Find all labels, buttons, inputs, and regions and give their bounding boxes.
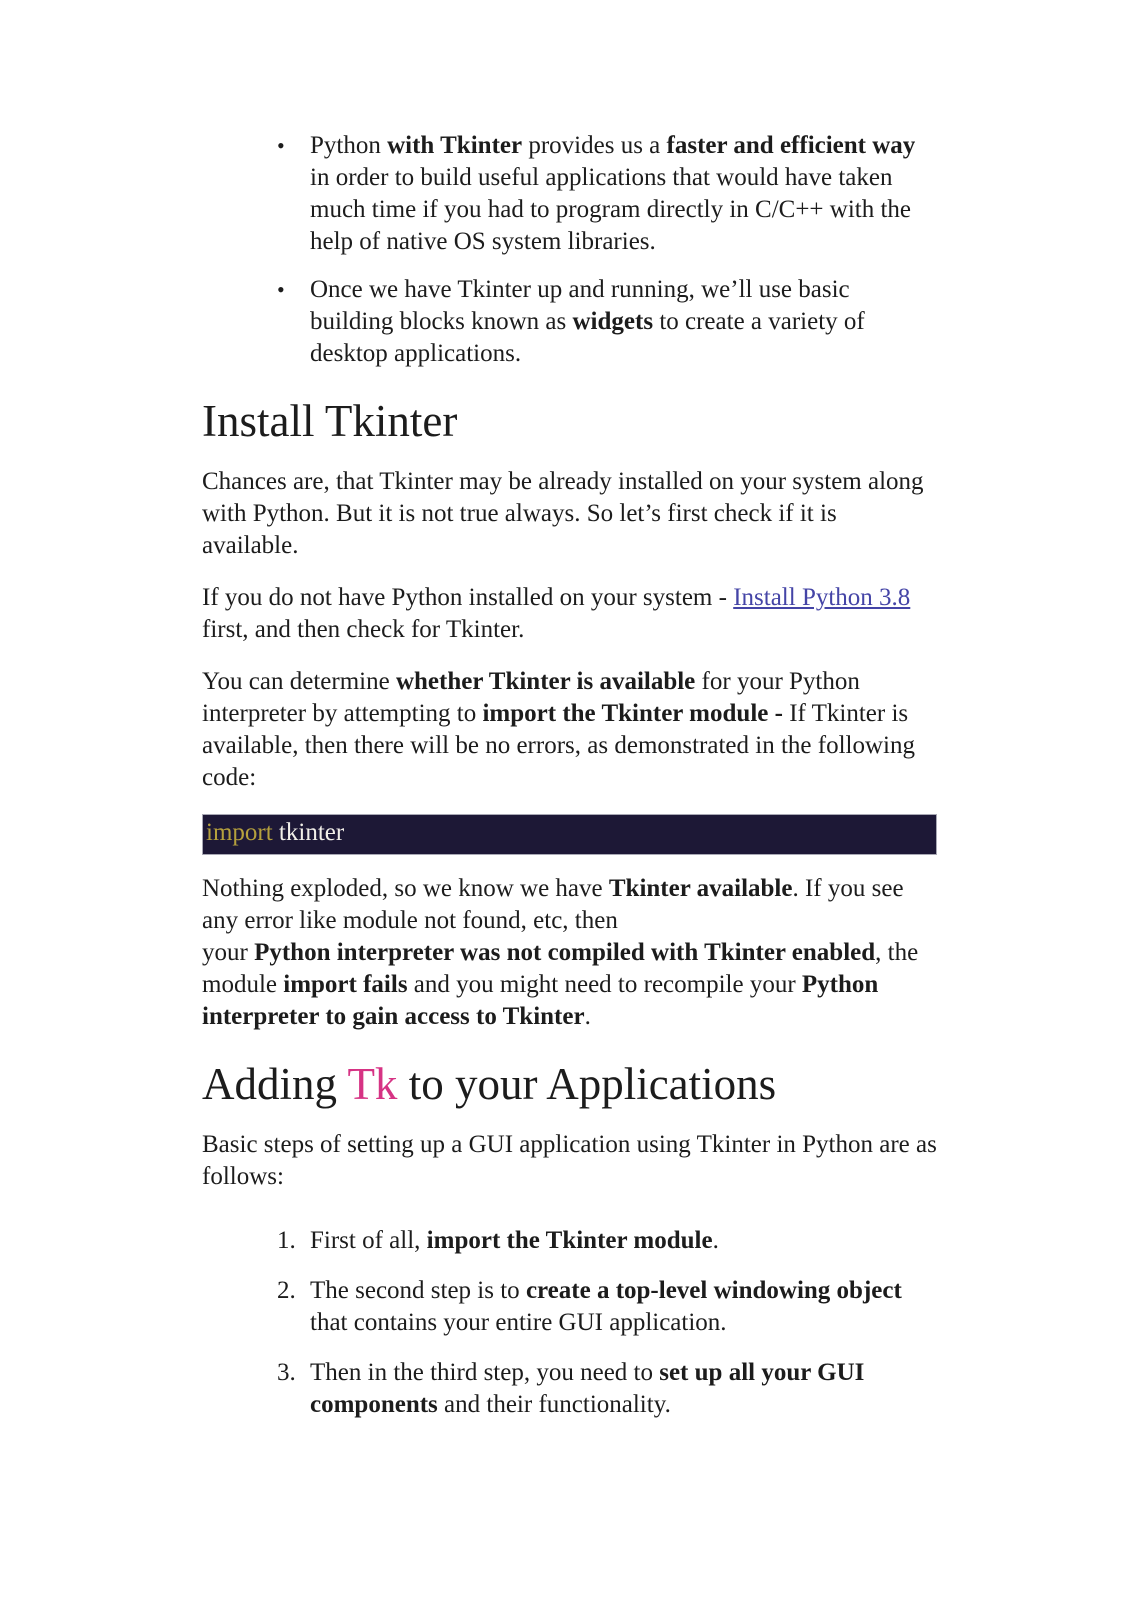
code-keyword-import: import	[206, 818, 273, 846]
list-item-text	[310, 130, 937, 258]
text-segment: first, and then check for Tkinter.	[202, 615, 525, 643]
text-segment: in order to build useful applications that would have taken much time if you had to program directly in C/C++ with the help of native OS system libraries.	[310, 164, 912, 255]
text-segment: .	[584, 1002, 591, 1030]
list-item-text	[310, 1275, 937, 1339]
code-line	[206, 818, 928, 848]
text-segment: import the Tkinter module -	[482, 699, 783, 727]
text-segment: to your Applications	[397, 1058, 777, 1109]
para-install-python	[202, 582, 937, 646]
text-segment: Python	[310, 132, 388, 159]
text-segment: widgets	[572, 308, 654, 335]
text-segment: and you might need to recompile your	[407, 970, 802, 998]
text-segment: for your Python interpreter by attempting to	[202, 667, 860, 727]
list-marker: •	[277, 277, 285, 302]
install-python-3-8-link[interactable]: Install Python 3.8	[733, 583, 911, 611]
list-item	[202, 130, 937, 258]
intro-bullet-list	[202, 130, 937, 370]
text-segment: that contains your entire GUI application.	[310, 1308, 727, 1336]
para-determine-availability	[202, 666, 937, 794]
heading-install-tkinter: Install Tkinter	[202, 396, 458, 446]
text-segment: Adding	[202, 1058, 348, 1109]
text-segment: Once we have Tkinter up and running, we’ll use basic building blocks known as	[310, 276, 850, 335]
heading-accent-tk: Tk	[347, 1058, 398, 1109]
text-segment: Nothing exploded, so we know we have	[202, 874, 609, 902]
text-segment: Python interpreter was not compiled with Tkinter enabled	[254, 938, 876, 966]
para-basic-steps: Basic steps of setting up a GUI application using Tkinter in Python are as follows:	[202, 1130, 937, 1190]
para-nothing-exploded	[202, 873, 937, 1033]
text-segment: create a top-level windowing object	[525, 1276, 902, 1304]
list-item	[202, 1275, 937, 1339]
list-marker: 2.	[277, 1276, 296, 1304]
list-marker: 1.	[277, 1226, 296, 1254]
text-segment: your	[202, 938, 255, 966]
text-segment: Then in the third step, you need to	[310, 1358, 660, 1386]
text-segment: Tkinter available	[608, 874, 793, 902]
text-segment: import fails	[283, 970, 408, 998]
text-segment: and their functionality.	[437, 1390, 671, 1418]
list-item-text	[310, 274, 937, 370]
text-segment: You can determine	[202, 667, 396, 695]
text-segment: , the module	[202, 938, 919, 998]
para-chances: Chances are, that Tkinter may be already installed on your system along with Python. But it is not true always. So let’s first check if it is available.	[202, 467, 924, 559]
text-segment: First of all,	[310, 1226, 427, 1254]
text-segment: The second step is to	[310, 1276, 526, 1304]
list-item	[202, 1225, 937, 1257]
list-item	[202, 274, 937, 370]
list-marker: •	[277, 133, 285, 158]
list-marker: 3.	[277, 1358, 296, 1386]
text-segment: whether Tkinter is available	[395, 667, 696, 695]
heading-adding-tk	[202, 1059, 937, 1111]
code-block	[202, 814, 937, 855]
text-segment: faster and efficient way	[666, 132, 916, 159]
text-segment: .	[712, 1226, 719, 1254]
text-segment: . If you see any error like module not found, etc, then	[202, 874, 904, 934]
list-item-text	[310, 1357, 937, 1421]
text-segment: with Tkinter	[387, 132, 523, 159]
list-item	[202, 1357, 937, 1421]
code-module-tkinter: tkinter	[272, 818, 345, 846]
text-segment: Python interpreter to gain access to Tkinter	[202, 970, 879, 1030]
text-segment: provides us a	[522, 132, 667, 159]
text-segment: If you do not have Python installed on your system -	[202, 583, 734, 611]
text-segment: to create a variety of desktop applications.	[310, 308, 865, 367]
steps-ordered-list	[202, 1225, 937, 1421]
text-segment: import the Tkinter module	[426, 1226, 713, 1254]
list-item-text	[310, 1225, 937, 1257]
text-segment: set up all your GUI components	[310, 1358, 865, 1418]
text-segment: If Tkinter is available, then there will be no errors, as demonstrated in the following code:	[202, 699, 915, 791]
